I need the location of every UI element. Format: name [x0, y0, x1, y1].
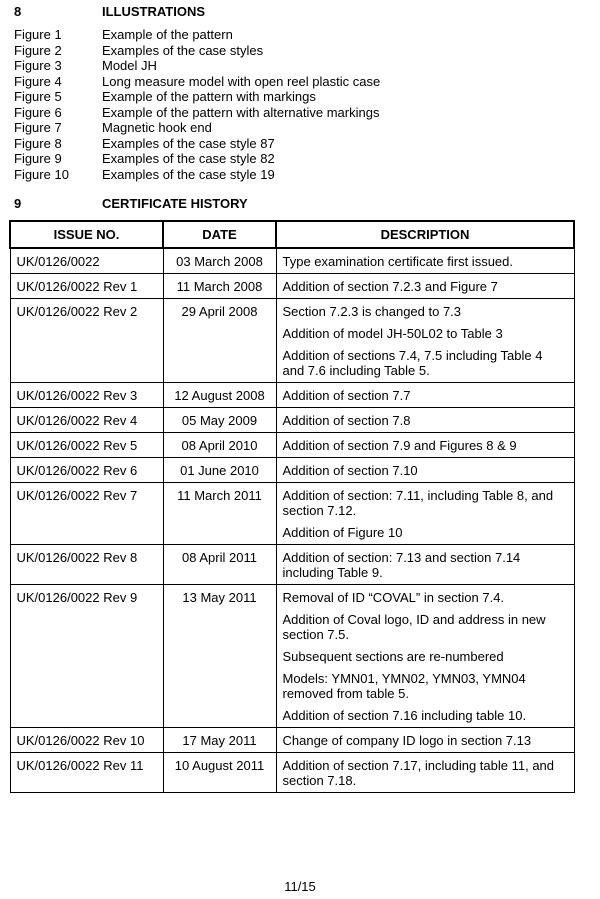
figure-label: Figure 6: [14, 104, 62, 120]
description-cell: [276, 585, 574, 728]
figure-list-item: [14, 105, 380, 121]
issue-number-cell: UK/0126/0022 Rev 6: [10, 458, 163, 483]
figure-caption: Model JH: [102, 58, 157, 73]
figure-list-item: [14, 27, 380, 43]
date-cell: 03 March 2008: [163, 248, 276, 274]
date-cell: 05 May 2009: [163, 408, 276, 433]
figure-caption: Examples of the case styles: [102, 42, 264, 58]
issue-number-cell: UK/0126/0022 Rev 8: [10, 545, 163, 585]
table-row: [10, 383, 574, 408]
section-number: 9: [14, 196, 22, 211]
table-row: [10, 274, 574, 299]
issue-number-cell: UK/0126/0022 Rev 5: [10, 433, 163, 458]
table-row: [10, 408, 574, 433]
description-line: Addition of Coval logo, ID and address in new section 7.5.: [282, 612, 546, 642]
issue-number-cell: UK/0126/0022 Rev 1: [10, 274, 163, 299]
figure-list-item: [14, 167, 380, 183]
figure-label: Figure 9: [14, 151, 62, 166]
table-row: [10, 458, 574, 483]
description-line: Addition of model JH-50L02 to Table 3: [282, 326, 503, 341]
description-cell: [276, 483, 574, 545]
section-title: CERTIFICATE HISTORY: [102, 196, 248, 211]
figure-label: Figure 8: [14, 135, 62, 151]
table-row: [10, 483, 574, 545]
header-description: DESCRIPTION: [276, 221, 574, 248]
figure-label: Figure 3: [14, 58, 62, 73]
description-cell: [276, 383, 574, 408]
date-cell: 08 April 2010: [163, 433, 276, 458]
date-cell: 08 April 2011: [163, 545, 276, 585]
description-line: Addition of section 7.7: [282, 388, 411, 403]
date-cell: 11 March 2011: [163, 483, 276, 545]
issue-number-cell: UK/0126/0022 Rev 10: [10, 728, 163, 753]
table-header-row: [10, 221, 574, 248]
description-line: Addition of section 7.9 and Figures 8 & 9: [282, 438, 517, 453]
figure-caption: Magnetic hook end: [102, 120, 212, 135]
description-line: Addition of section 7.17, including table 11, and section 7.18.: [282, 758, 555, 788]
section-title: ILLUSTRATIONS: [102, 4, 206, 19]
description-line: Addition of section 7.16 including table 10.: [282, 708, 527, 723]
issue-number-cell: UK/0126/0022: [10, 248, 163, 274]
description-cell: [276, 248, 574, 274]
table-body: [10, 248, 574, 793]
section-9-heading: [14, 196, 248, 211]
figure-list-item: [14, 89, 380, 105]
description-cell: [276, 408, 574, 433]
description-line: Addition of sections 7.4, 7.5 including Table 4 and 7.6 including Table 5.: [282, 348, 543, 378]
date-cell: 17 May 2011: [163, 728, 276, 753]
figure-list-item: [14, 58, 380, 74]
table-row: [10, 585, 574, 728]
date-cell: 10 August 2011: [163, 753, 276, 793]
table-row: [10, 299, 574, 383]
description-cell: [276, 545, 574, 585]
date-cell: 11 March 2008: [163, 274, 276, 299]
issue-number-cell: UK/0126/0022 Rev 4: [10, 408, 163, 433]
description-line: Addition of section 7.2.3 and Figure 7: [282, 279, 498, 294]
illustrations-list: [14, 27, 380, 182]
figure-caption: Examples of the case style 87: [102, 135, 275, 151]
figure-caption: Example of the pattern: [102, 27, 233, 42]
table-row: [10, 433, 574, 458]
figure-list-item: [14, 151, 380, 167]
figure-list-item: [14, 43, 380, 59]
figure-caption: Examples of the case style 19: [102, 166, 275, 182]
certificate-history-table: [9, 220, 575, 793]
table-row: [10, 248, 574, 274]
figure-label: Figure 7: [14, 120, 62, 135]
description-line: Addition of section: 7.13 and section 7.14 including Table 9.: [282, 550, 521, 580]
description-cell: [276, 274, 574, 299]
table-row: [10, 753, 574, 793]
figure-caption: Example of the pattern with markings: [102, 89, 316, 104]
description-line: Addition of section: 7.11, including Table 8, and section 7.12.: [282, 488, 554, 518]
description-line: Type examination certificate first issued.: [282, 254, 513, 269]
section-8-heading: [14, 4, 205, 19]
date-cell: 01 June 2010: [163, 458, 276, 483]
figure-list-item: [14, 74, 380, 90]
description-line: Addition of Figure 10: [282, 525, 403, 540]
description-line: Models: YMN01, YMN02, YMN03, YMN04 removed from table 5.: [282, 671, 526, 701]
description-cell: [276, 458, 574, 483]
description-line: Addition of section 7.8: [282, 413, 411, 428]
description-line: Addition of section 7.10: [282, 463, 418, 478]
figure-caption: Long measure model with open reel plastic case: [102, 73, 381, 89]
page-number: 11/15: [284, 879, 316, 894]
figure-label: Figure 2: [14, 42, 62, 58]
figure-label: Figure 1: [14, 27, 62, 42]
description-cell: [276, 433, 574, 458]
header-date: DATE: [163, 221, 276, 248]
table-row: [10, 545, 574, 585]
figure-list-item: [14, 136, 380, 152]
date-cell: 13 May 2011: [163, 585, 276, 728]
description-cell: [276, 753, 574, 793]
figure-list-item: [14, 120, 380, 136]
section-number: 8: [14, 4, 22, 19]
issue-number-cell: UK/0126/0022 Rev 2: [10, 299, 163, 383]
header-issue-no: ISSUE NO.: [10, 221, 163, 248]
issue-number-cell: UK/0126/0022 Rev 3: [10, 383, 163, 408]
table-row: [10, 728, 574, 753]
figure-caption: Examples of the case style 82: [102, 151, 275, 166]
figure-label: Figure 4: [14, 73, 62, 89]
figure-label: Figure 10: [14, 166, 69, 182]
figure-label: Figure 5: [14, 89, 62, 104]
description-line: Removal of ID “COVAL” in section 7.4.: [282, 590, 505, 605]
figure-caption: Example of the pattern with alternative markings: [102, 104, 380, 120]
issue-number-cell: UK/0126/0022 Rev 7: [10, 483, 163, 545]
date-cell: 12 August 2008: [163, 383, 276, 408]
description-cell: [276, 728, 574, 753]
description-cell: [276, 299, 574, 383]
description-line: Subsequent sections are re-numbered: [282, 649, 504, 664]
issue-number-cell: UK/0126/0022 Rev 11: [10, 753, 163, 793]
description-line: Section 7.2.3 is changed to 7.3: [282, 304, 462, 319]
description-line: Change of company ID logo in section 7.13: [282, 733, 532, 748]
issue-number-cell: UK/0126/0022 Rev 9: [10, 585, 163, 728]
date-cell: 29 April 2008: [163, 299, 276, 383]
